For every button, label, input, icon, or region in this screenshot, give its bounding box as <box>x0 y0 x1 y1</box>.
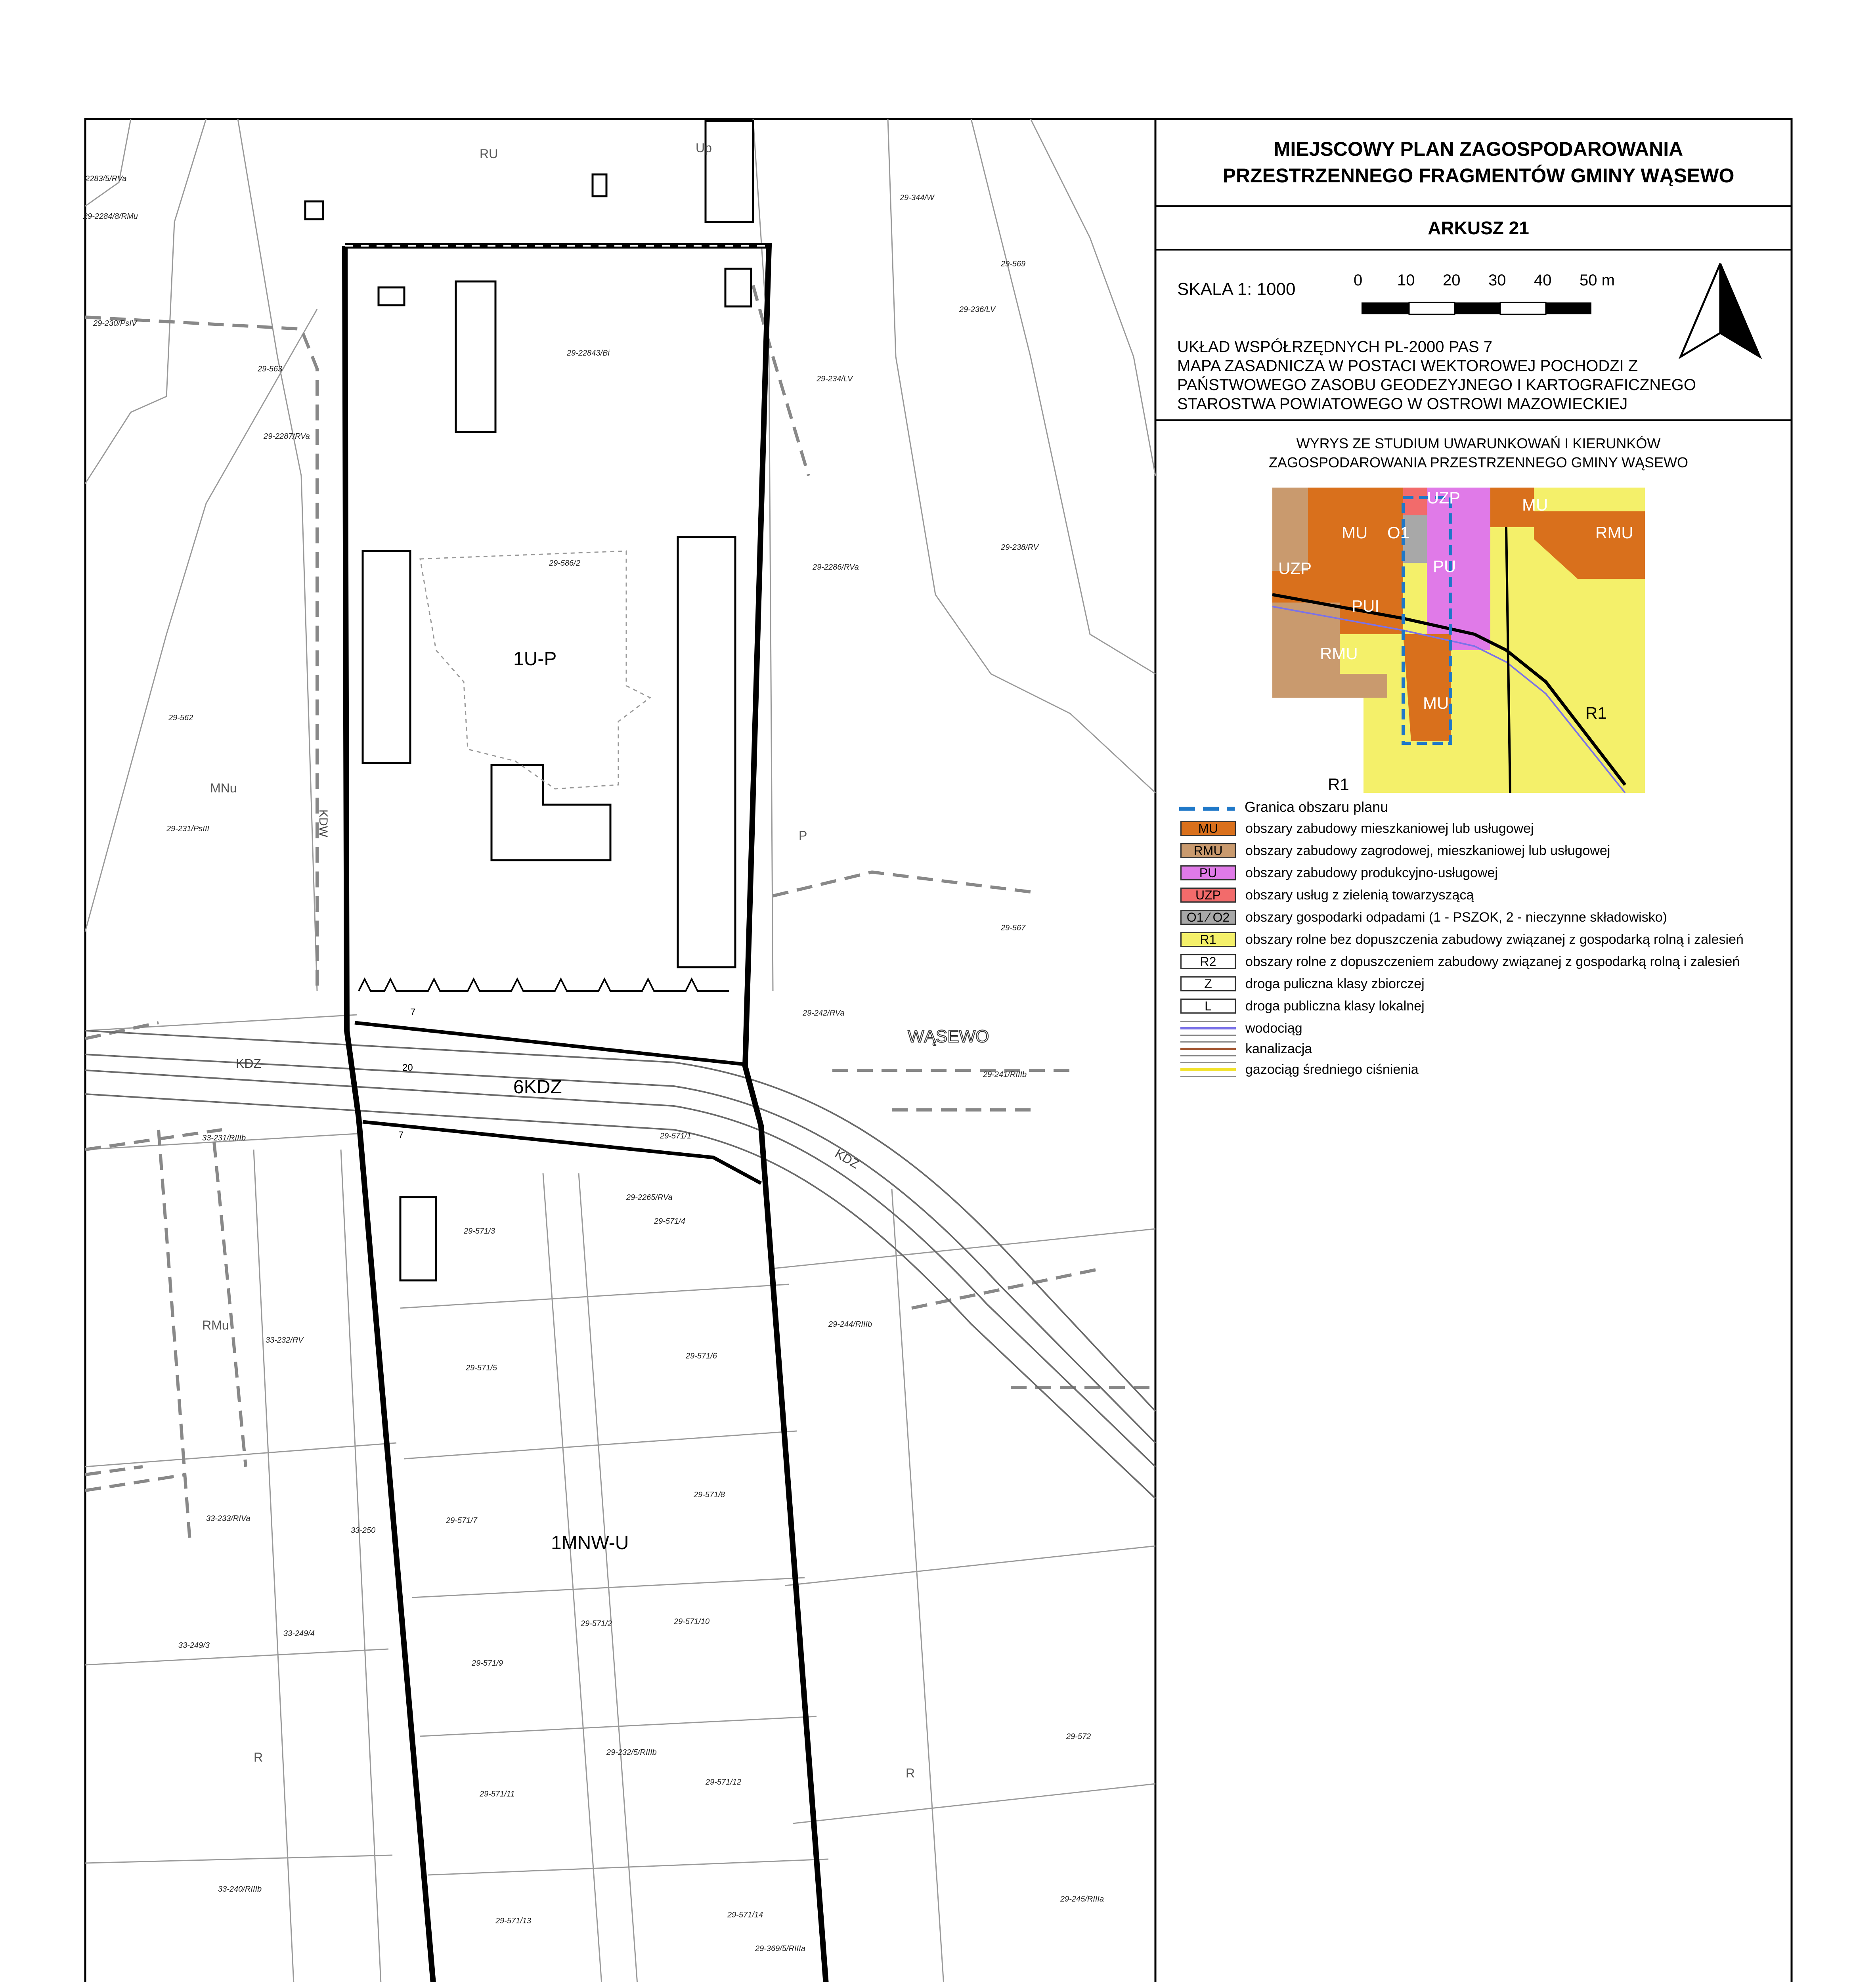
legend-label: obszary rolne z dopuszczeniem zabudowy związanej z gospodarką rolną i zalesień <box>1245 954 1740 969</box>
study-excerpt-map <box>1272 488 1645 793</box>
legend-swatch: RMU <box>1180 843 1236 858</box>
study-zone-mu-2: MU <box>1522 495 1548 514</box>
legend-label: obszary zabudowy zagrodowej, mieszkaniowej lub usługowej <box>1245 843 1610 858</box>
land-label-r-west: R <box>254 1750 263 1764</box>
parcel-number: 29-242/RVa <box>803 1009 845 1018</box>
parcel-number: 29-571/8 <box>694 1490 725 1499</box>
dimension-7-bottom: 7 <box>398 1130 404 1140</box>
scale-tick-40: 40 <box>1534 272 1552 289</box>
parcel-number: 33-233/RIVa <box>206 1514 251 1523</box>
coordinate-note-1: UKŁAD WSPÓŁRZĘDNYCH PL-2000 PAS 7 <box>1177 338 1493 356</box>
legend-item <box>1180 975 1425 993</box>
legend-item <box>1180 997 1425 1015</box>
coordinate-note-2: MAPA ZASADNICZA W POSTACI WEKTOROWEJ POCHODZI Z <box>1177 357 1638 375</box>
parcel-number: 29-231/PsIII <box>166 825 209 833</box>
legend-swatch: O1 ⁄ O2 <box>1180 910 1236 925</box>
sheet-label: ARKUSZ 21 <box>1428 218 1529 238</box>
coordinate-note-4: STAROSTWA POWIATOWEGO W OSTROWI MAZOWIECKIEJ <box>1177 395 1628 413</box>
parcel-number: 29-571/4 <box>654 1217 685 1226</box>
parcel-number: 29-234/LV <box>817 375 853 383</box>
land-label-r-east: R <box>906 1766 915 1780</box>
legend-label: obszary zabudowy mieszkaniowej lub usługowej <box>1245 821 1534 836</box>
scale-tick-20: 20 <box>1443 272 1461 289</box>
legend-label: droga publiczna klasy lokalnej <box>1245 998 1425 1014</box>
zone-label-1mnw-u: 1MNW-U <box>551 1532 629 1553</box>
parcel-number: 29-238/RV <box>1001 543 1039 552</box>
road-label-kdz-2: KDZ <box>832 1146 862 1171</box>
parcel-number: 29-563 <box>258 365 283 373</box>
parcel-number: 29-571/2 <box>581 1619 612 1628</box>
zone-label-6kdz: 6KDZ <box>513 1077 562 1098</box>
legend-boundary-label: Granica obszaru planu <box>1245 799 1388 815</box>
road-label-kdw-1: KDW <box>317 809 330 837</box>
parcel-number: 29-22843/Bi <box>567 349 610 358</box>
legend-swatch: R2 <box>1180 954 1236 969</box>
study-zone-mu-3: MU <box>1423 694 1449 712</box>
legend-line-swatch <box>1180 1062 1236 1077</box>
parcel-number: 29-241/RIIIb <box>983 1070 1027 1079</box>
road-label-kdz-1: KDZ <box>236 1056 261 1071</box>
legend-label: obszary zabudowy produkcyjno-usługowej <box>1245 865 1498 880</box>
parcel-number: 33-250 <box>351 1526 376 1535</box>
legend-line-item <box>1180 1040 1312 1058</box>
parcel-number: 29-232/5/RIIIb <box>606 1748 657 1757</box>
zone-label-1u-p: 1U-P <box>513 649 557 670</box>
land-label-p: P <box>799 828 807 843</box>
legend-line-swatch <box>1180 1041 1236 1056</box>
legend-line-item <box>1180 1061 1419 1078</box>
town-label: WĄSEWO <box>908 1027 989 1046</box>
parcel-number: 2283/5/RVa <box>85 174 127 183</box>
plan-title-line-1: MIEJSCOWY PLAN ZAGOSPODAROWANIA <box>1274 138 1683 160</box>
parcel-number: 29-571/9 <box>472 1659 503 1668</box>
parcel-number: 29-236/LV <box>959 305 996 314</box>
parcel-number: 29-369/5/RIIIa <box>755 1944 805 1953</box>
parcel-number: 29-245/RIIIa <box>1060 1895 1104 1904</box>
scale-tick-0: 0 <box>1354 272 1363 289</box>
study-zone-rmu-1: RMU <box>1595 523 1633 542</box>
parcel-number: 29-572 <box>1066 1732 1091 1741</box>
parcel-number: 29-571/3 <box>464 1227 495 1236</box>
parcel-number: 29-571/6 <box>686 1352 717 1360</box>
study-heading-1: WYRYS ZE STUDIUM UWARUNKOWAŃ I KIERUNKÓW <box>1296 435 1661 451</box>
legend-label: obszary rolne bez dopuszczenia zabudowy związanej z gospodarką rolną i zalesień <box>1245 932 1744 947</box>
parcel-number: 29-2265/RVa <box>626 1193 673 1202</box>
parcel-number: 29-344/W <box>900 193 934 202</box>
study-zone-mu-1: MU <box>1342 523 1368 542</box>
legend-swatch: Z <box>1180 976 1236 991</box>
study-zone-r1-2: R1 <box>1328 775 1349 794</box>
parcel-number: 29-562 <box>168 714 193 722</box>
scale-tick-50: 50 m <box>1580 272 1615 289</box>
parcel-number: 29-586/2 <box>549 559 580 568</box>
study-zone-uzp-1: UZP <box>1427 488 1460 507</box>
study-zone-r1-1: R1 <box>1585 704 1607 722</box>
legend-label: obszary gospodarki odpadami (1 - PSZOK, 2 - nieczynne składowisko) <box>1245 909 1667 925</box>
parcel-number: 29-571/13 <box>495 1917 532 1925</box>
legend-line-swatch <box>1180 1021 1236 1036</box>
parcel-number: 29-2284/8/RMu <box>83 212 138 221</box>
study-zone-pui: PUI <box>1352 597 1380 615</box>
study-zone-pu: PU <box>1433 557 1456 576</box>
parcel-number: 33-240/RIIIb <box>218 1885 262 1894</box>
dimension-20: 20 <box>402 1062 413 1073</box>
legend-label: wodociąg <box>1245 1020 1302 1036</box>
parcel-number: 29-2287/RVa <box>264 432 310 441</box>
parcel-number: 29-567 <box>1001 924 1026 932</box>
coordinate-note-3: PAŃSTWOWEGO ZASOBU GEODEZYJNEGO I KARTOGRAFICZNEGO <box>1177 376 1696 394</box>
land-label-mnu: MNu <box>210 781 237 795</box>
legend-item <box>1180 886 1474 904</box>
parcel-number: 33-232/RV <box>266 1336 304 1345</box>
legend-item <box>1180 909 1667 926</box>
legend-item <box>1180 931 1744 948</box>
legend-swatch: PU <box>1180 865 1236 880</box>
parcel-number: 29-230/PsIV <box>93 319 137 328</box>
legend-item <box>1180 820 1534 837</box>
parcel-number: 29-571/10 <box>674 1617 710 1626</box>
scale-bar <box>1362 302 1591 314</box>
parcel-number: 29-244/RIIIb <box>828 1320 872 1329</box>
legend-label: gazociąg średniego ciśnienia <box>1245 1062 1419 1077</box>
land-label-rmu: RMu <box>202 1318 229 1332</box>
parcel-number: 29-569 <box>1001 260 1026 268</box>
land-label-up: Up <box>696 141 712 155</box>
study-zone-o1: O1 <box>1387 523 1410 542</box>
legend-item <box>1180 953 1740 970</box>
legend-swatch: MU <box>1180 821 1236 836</box>
parcel-number: 33-249/3 <box>178 1641 210 1650</box>
plan-title-line-2: PRZESTRZENNEGO FRAGMENTÓW GMINY WĄSEWO <box>1222 165 1734 187</box>
scale-tick-30: 30 <box>1488 272 1506 289</box>
study-zone-uzp-2: UZP <box>1278 559 1312 578</box>
study-heading-2: ZAGOSPODAROWANIA PRZESTRZENNEGO GMINY WĄSEWO <box>1268 454 1689 471</box>
land-label-ru: RU <box>480 147 498 161</box>
legend-label: droga puliczna klasy zbiorczej <box>1245 976 1425 991</box>
parcel-number: 29-571/7 <box>446 1516 477 1525</box>
legend-swatch: UZP <box>1180 888 1236 903</box>
parcel-number: 29-571/5 <box>466 1364 497 1372</box>
legend-line-item <box>1180 1020 1302 1037</box>
legend-label: obszary usług z zielenią towarzyszącą <box>1245 887 1474 903</box>
parcel-number: 33-231/RIIIb <box>202 1134 246 1142</box>
legend-label: kanalizacja <box>1245 1041 1312 1056</box>
parcel-number: 33-249/4 <box>283 1629 315 1638</box>
legend-item <box>1180 842 1610 859</box>
scale-tick-10: 10 <box>1397 272 1415 289</box>
scale-label: SKALA 1: 1000 <box>1177 279 1296 299</box>
parcel-number: 29-571/14 <box>727 1911 763 1919</box>
legend-item <box>1180 864 1498 882</box>
parcel-number: 29-571/12 <box>706 1778 742 1787</box>
study-zone-rmu-2: RMU <box>1320 644 1358 663</box>
legend-swatch: R1 <box>1180 932 1236 947</box>
legend-swatch: L <box>1180 999 1236 1014</box>
parcel-number: 29-571/11 <box>480 1790 515 1798</box>
dimension-7-top: 7 <box>410 1007 416 1018</box>
parcel-number: 29-571/1 <box>660 1132 691 1140</box>
parcel-number: 29-2286/RVa <box>813 563 859 572</box>
